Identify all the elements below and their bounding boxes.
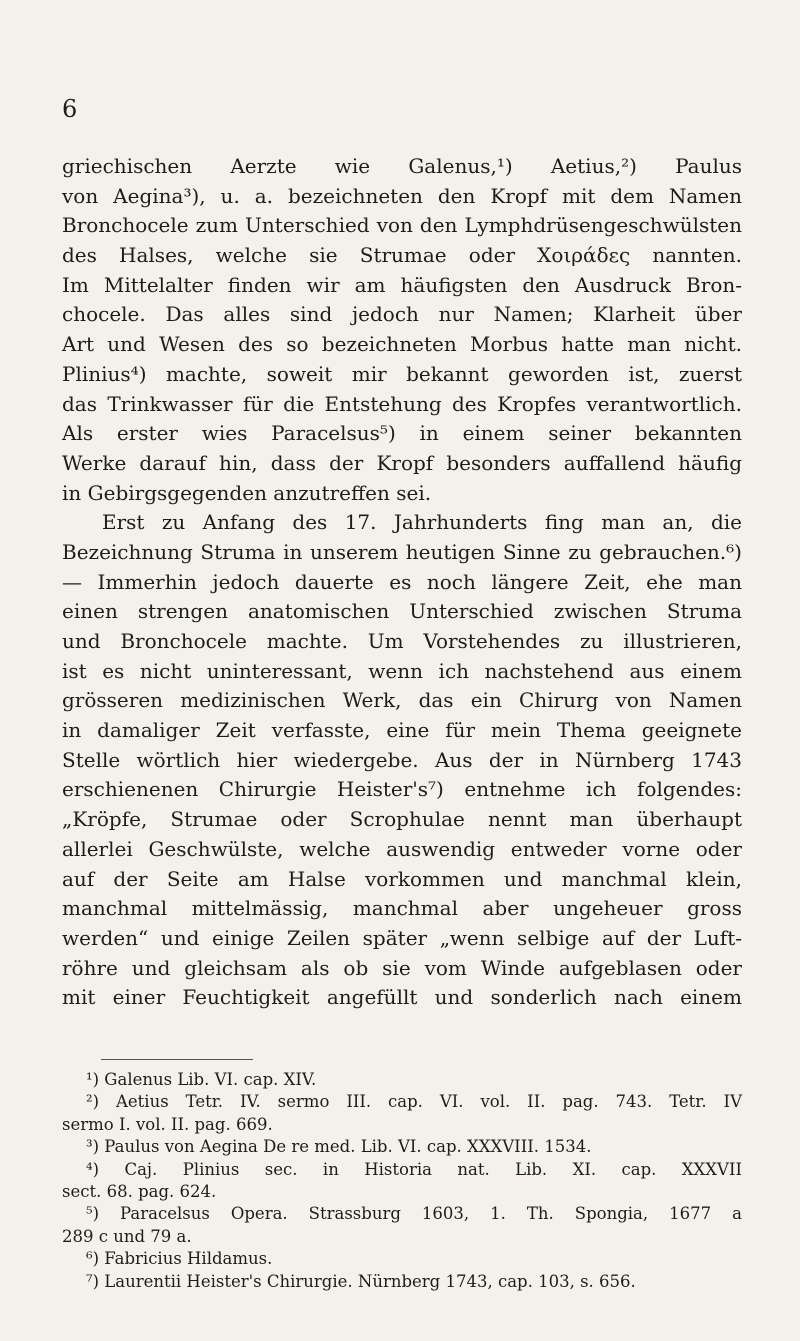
- footnote-line: ⁴) Caj. Plinius sec. in Historia nat. Lib. XI. cap. XXXVII: [86, 1159, 742, 1179]
- text-line: Bronchocele zum Unterschied von den Lymphdrüsengeschwülsten: [62, 213, 742, 238]
- footnote-line: ⁶) Fabricius Hildamus.: [86, 1249, 273, 1269]
- text-line: werden“ und einige Zeilen später „wenn selbige auf der Luft-: [62, 925, 742, 950]
- text-line: griechischen Aerzte wie Galenus,¹) Aetius,²) Paulus: [62, 154, 742, 178]
- text-line: das Trinkwasser für die Entstehung des Kropfes verantwortlich.: [62, 391, 742, 416]
- text-line: Werke darauf hin, dass der Kropf besonders auffallend häufig: [62, 450, 742, 475]
- footnote-line: ¹) Galenus Lib. VI. cap. XIV.: [86, 1070, 317, 1089]
- text-line: Als erster wies Paracelsus⁵) in einem seiner bekannten: [62, 421, 742, 446]
- page-number: 6: [62, 95, 78, 123]
- text-line: von Aegina³), u. a. bezeichneten den Kropf mit dem Namen: [62, 183, 742, 208]
- footnote-line: sermo I. vol. II. pag. 669.: [62, 1114, 273, 1134]
- text-line: Art und Wesen des so bezeichneten Morbus hatte man nicht.: [62, 332, 742, 357]
- text-line: in damaliger Zeit verfasste, eine für mein Thema geeignete: [62, 718, 742, 743]
- text-line: einen strengen anatomischen Unterschied zwischen Struma: [62, 599, 742, 624]
- text-line: Erst zu Anfang des 17. Jahrhunderts fing man an, die: [102, 510, 742, 535]
- text-line: in Gebirgsgegenden anzutreffen sei.: [62, 480, 432, 505]
- text-line: und Bronchocele machte. Um Vorstehendes zu illustrieren,: [62, 629, 742, 653]
- text-line: ist es nicht uninteressant, wenn ich nachstehend aus einem: [62, 658, 742, 683]
- text-line: mit einer Feuchtigkeit angefüllt und sonderlich nach einem: [62, 985, 742, 1010]
- footnotes: [62, 1069, 742, 1293]
- text-line: allerlei Geschwülste, welche auswendig entweder vorne oder: [62, 836, 742, 861]
- footnote-line: ⁵) Paracelsus Opera. Strassburg 1603, 1. Th. Spongia, 1677 a: [86, 1204, 742, 1224]
- text-line: des Halses, welche sie Strumae oder Χοιράδες nannten.: [62, 243, 742, 268]
- footnote-line: ³) Paulus von Aegina De re med. Lib. VI. cap. XXXVIII. 1534.: [86, 1137, 592, 1157]
- text-line: manchmal mittelmässig, manchmal aber ungeheuer gross: [62, 896, 742, 921]
- text-line: röhre und gleichsam als ob sie vom Winde aufgeblasen oder: [62, 955, 742, 980]
- text-line: Bezeichnung Struma in unserem heutigen Sinne zu gebrauchen.⁶): [62, 539, 742, 564]
- text-line: „Kröpfe, Strumae oder Scrophulae nennt man überhaupt: [62, 807, 742, 832]
- footnote-divider: [101, 1059, 253, 1060]
- text-line: — Immerhin jedoch dauerte es noch längere Zeit, ehe man: [62, 569, 742, 594]
- text-line: Stelle wörtlich hier wiedergebe. Aus der in Nürnberg 1743: [62, 747, 742, 772]
- text-line: Plinius⁴) machte, soweit mir bekannt geworden ist, zuerst: [62, 361, 742, 386]
- body-text: [62, 152, 742, 1013]
- footnote-line: sect. 68. pag. 624.: [62, 1181, 217, 1201]
- text-line: erschienenen Chirurgie Heister's⁷) entnehme ich folgendes:: [62, 777, 742, 802]
- text-line: grösseren medizinischen Werk, das ein Chirurg von Namen: [62, 688, 742, 713]
- footnote-line: 289 c und 79 a.: [62, 1226, 192, 1246]
- footnote-line: ⁷) Laurentii Heister's Chirurgie. Nürnberg 1743, cap. 103, s. 656.: [86, 1271, 636, 1291]
- text-line: chocele. Das alles sind jedoch nur Namen; Klarheit über: [62, 302, 742, 327]
- footnote-line: ²) Aetius Tetr. IV. sermo III. cap. VI. vol. II. pag. 743. Tetr. IV: [86, 1092, 742, 1112]
- text-line: auf der Seite am Halse vorkommen und manchmal klein,: [62, 866, 742, 891]
- text-line: Im Mittelalter finden wir am häufigsten den Ausdruck Bron-: [62, 272, 742, 297]
